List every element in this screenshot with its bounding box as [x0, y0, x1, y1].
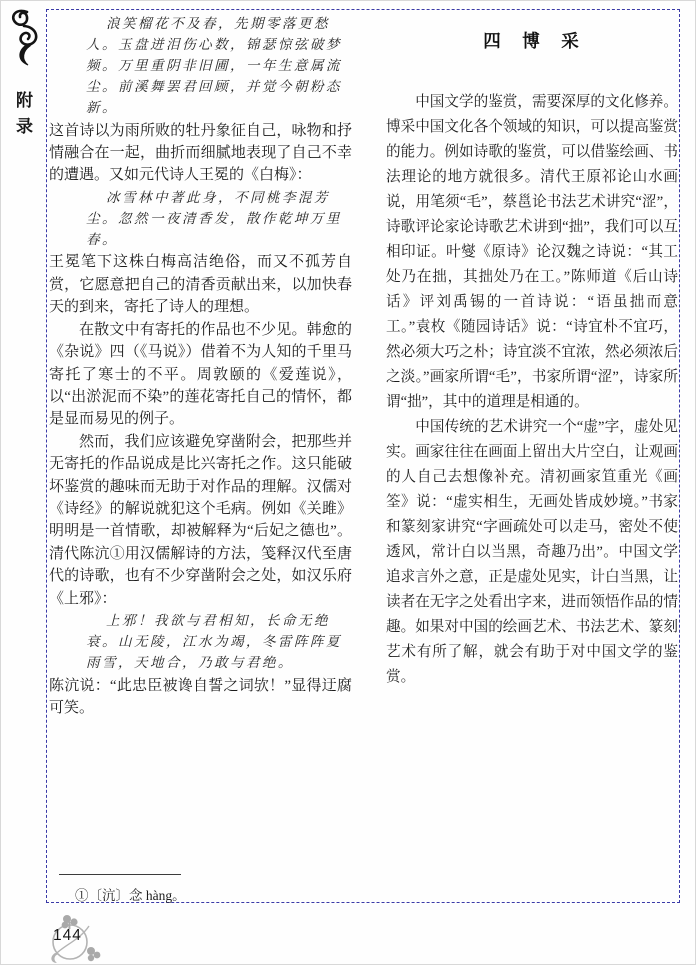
- right-column: [386, 15, 678, 690]
- paragraph-prose-examples: 在散文中有寄托的作品也不少见。韩愈的《杂说》四（《马说》）借着不为人知的千里马寄托了寒士的不平。周敦颐的《爱莲说》，以“出淤泥而不染”的莲花寄托自己的情怀，都是显而易见的例子。: [49, 321, 352, 428]
- paragraph-broad-knowledge: 中国文学的鉴赏，需要深厚的文化修养。博采中国文化各个领域的知识，可以提高鉴赏的能力。例如诗歌的鉴赏，可以借鉴绘画、书法理论的地方就很多。清代王原祁论山水画说，用笔须“毛”，蔡邕论书法艺术讲究“涩”，诗歌评论家论诗歌艺术讲到“拙”，我们可以互相印证。叶燮《原诗》论汉魏之诗说：“其工处乃在拙，其拙处乃在工。”陈师道《后山诗话》评刘禹锡的一首诗说：“语虽拙而意工。”袁枚《随园诗话》说：“诗宜朴不宜巧，然必须大巧之朴；诗宜淡不宜浓，然必须浓后之淡。”画家所谓“毛”，书家所谓“涩”，诗家所谓“拙”，其中的道理是相通的。: [386, 94, 678, 410]
- paragraph-forced-interpretation: 然而，我们应该避免穿凿附会，把那些并无寄托的作品说成是比兴寄托之作。这只能破坏鉴赏的趣味而无助于对作品的理解。汉儒对《诗经》的解说就犯这个毛病。例如《关雎》明明是一首情歌，却被解释为“后妃之德也”。清代陈沆①用汉儒解诗的方法，笺释汉代至唐代的诗歌，也有不少穿凿附会之处，如汉乐府《上邪》：: [49, 433, 352, 607]
- paragraph-plum-comment: 王冕笔下这株白梅高洁绝俗，而又不孤芳自赏，它愿意把自己的清香贡献出来，以加快春天的到来，寄托了诗人的理想。: [49, 254, 352, 316]
- page-number: 144: [53, 927, 82, 944]
- paragraph-xu-emptiness: 中国传统的艺术讲究一个“虚”字，虚处见实。画家往往在画面上留出大片空白，让观画的人自己去想像补充。清初画家笪重光《画筌》说：“虚实相生，无画处皆成妙境。”书家和篆刻家讲究“字画疏处可以走马，密处不使透风，常计白以当黑，奇趣乃出”。中国文学追求言外之意，正是虚处见实，计白当黑，让读者在无字之处看出字来，进而领悟作品的情趣。如果对中国的绘画艺术、书法艺术、篆刻艺术有所了解，就会有助于对中国文学的鉴赏。: [386, 419, 678, 685]
- footnote-text: ①〔沆〕念 hàng。: [75, 888, 186, 903]
- section-heading: 四 博 采: [483, 31, 581, 51]
- floral-flourish-icon: [7, 7, 43, 67]
- sidebar-appendix-label: 附录: [13, 91, 32, 143]
- paragraph-peony-comment: 这首诗以为雨所败的牡丹象征自己，咏物和抒情融合在一起，曲折而细腻地表现了自己不幸的遭遇。又如元代诗人王冕的《白梅》：: [49, 122, 352, 184]
- footnote-divider: [59, 874, 181, 875]
- verse-shang-xie-poem: 上邪！我欲与君相知，长命无绝衰。山无陵，江水为竭，冬雷阵阵夏雨雪，天地合，乃敢与君绝。: [86, 612, 342, 670]
- verse-white-plum-poem: 冰雪林中著此身，不同桃李混芳尘。忽然一夜清香发，散作乾坤万里春。: [86, 189, 342, 247]
- verse-peony-poem: 浪笑榴花不及春，先期零落更愁人。玉盘迸泪伤心数，锦瑟惊弦破梦频。万里重阴非旧圃，一年生意属流尘。前溪舞罢君回顾，并觉今朝粉态新。: [86, 16, 342, 115]
- paragraph-chen-hang-comment: 陈沆说：“此忠臣被谗自誓之词欤！”显得迂腐可笑。: [49, 677, 352, 717]
- left-column: [49, 13, 352, 720]
